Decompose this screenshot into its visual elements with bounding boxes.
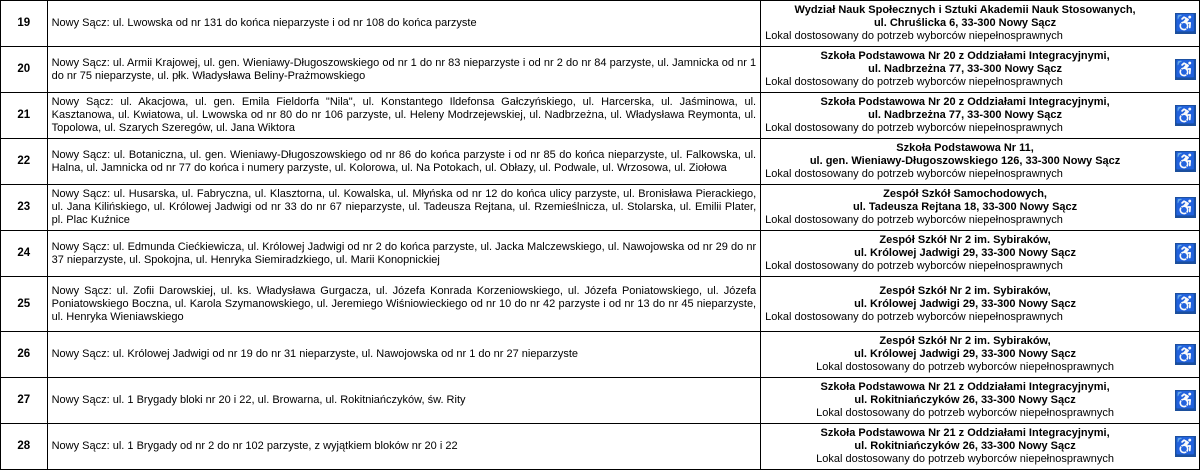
place-note: Lokal dostosowany do potrzeb wyborców niepełnosprawnych xyxy=(765,30,1063,42)
place-name: Szkoła Podstawowa Nr 20 z Oddziałami Integracyjnymi, xyxy=(820,96,1110,108)
place-note: Lokal dostosowany do potrzeb wyborców niepełnosprawnych xyxy=(765,214,1063,226)
district-area: Nowy Sącz: ul. Edmunda Ciećkiewicza, ul. Królowej Jadwigi od nr 2 do końca parzyste, ul. Jacka Malczewskiego, ul. Nawojowska od nr 29 do nr 37 nieparzyste, ul. Spokojna, ul. Henryka Siemiradzkiego, ul. Marii Konopnickiej xyxy=(47,231,761,277)
table-row xyxy=(1,277,1200,332)
district-number: 23 xyxy=(1,185,48,231)
table-row xyxy=(1,332,1200,378)
district-number: 22 xyxy=(1,139,48,185)
place-note: Lokal dostosowany do potrzeb wyborców niepełnosprawnych xyxy=(816,407,1114,419)
district-number: 27 xyxy=(1,378,48,424)
place-name: Zespół Szkół Samochodowych, xyxy=(883,188,1047,200)
place-note: Lokal dostosowany do potrzeb wyborców niepełnosprawnych xyxy=(816,361,1114,373)
wheelchair-icon: ♿ xyxy=(1175,344,1197,364)
place-name: Zespół Szkół Nr 2 im. Sybiraków, xyxy=(879,335,1051,347)
place-name: Zespół Szkół Nr 2 im. Sybiraków, xyxy=(879,284,1051,297)
district-area: Nowy Sącz: ul. Husarska, ul. Fabryczna, ul. Klasztorna, ul. Kowalska, ul. Młyńska od nr 12 do końca ulicy parzyste, ul. Bronisława Pierackiego, ul. Jana Kilińskiego, ul. Królowej Jadwigi od nr 33 do nr 67 nieparzyste, ul. Tadeusza Rejtana, ul. Rzemieślnicza, ul. Stolarska, ul. Emilii Plater, pl. Plac Kuźnice xyxy=(47,185,761,231)
wheelchair-icon: ♿ xyxy=(1175,294,1197,313)
table-row xyxy=(1,93,1200,139)
district-area: Nowy Sącz: ul. Armii Krajowej, ul. gen. Wieniawy-Długoszowskiego od nr 1 do nr 83 nieparzyste i od nr 2 do nr 84 parzyste, ul. Jamnicka od nr 1 do nr 75 nieparzyste, ul. płk. Władysława Beliny-Prażmowskiego xyxy=(47,47,761,93)
place-address: ul. Tadeusza Rejtana 18, 33-300 Nowy Sącz xyxy=(852,201,1078,213)
polling-place xyxy=(761,378,1200,424)
place-address: ul. Królowej Jadwigi 29, 33-300 Nowy Sącz xyxy=(854,247,1077,259)
district-number: 21 xyxy=(1,93,48,139)
place-address: ul. Chruślicka 6, 33-300 Nowy Sącz xyxy=(873,17,1057,29)
polling-place xyxy=(761,332,1200,378)
district-area: Nowy Sącz: ul. 1 Brygady od nr 2 do nr 102 parzyste, z wyjątkiem bloków nr 20 i 22 xyxy=(47,424,761,470)
polling-place xyxy=(761,93,1200,139)
wheelchair-icon: ♿ xyxy=(1175,59,1197,79)
place-note: Lokal dostosowany do potrzeb wyborców niepełnosprawnych xyxy=(816,453,1114,465)
place-name: Zespół Szkół Nr 2 im. Sybiraków, xyxy=(879,234,1051,246)
district-number: 19 xyxy=(1,1,48,47)
place-address: ul. Królowej Jadwigi 29, 33-300 Nowy Sącz xyxy=(854,348,1077,360)
place-address: ul. Nadbrzeżna 77, 33-300 Nowy Sącz xyxy=(868,109,1062,121)
table-row xyxy=(1,47,1200,93)
wheelchair-icon: ♿ xyxy=(1175,390,1197,410)
wheelchair-icon: ♿ xyxy=(1175,13,1197,33)
table-row xyxy=(1,185,1200,231)
place-note: Lokal dostosowany do potrzeb wyborców niepełnosprawnych xyxy=(765,310,1063,323)
district-number: 20 xyxy=(1,47,48,93)
place-address: ul. Nadbrzeżna 77, 33-300 Nowy Sącz xyxy=(868,63,1062,75)
place-note: Lokal dostosowany do potrzeb wyborców niepełnosprawnych xyxy=(765,76,1063,88)
district-number: 28 xyxy=(1,424,48,470)
place-address: ul. Królowej Jadwigi 29, 33-300 Nowy Sącz xyxy=(854,297,1077,310)
district-area: Nowy Sącz: ul. Królowej Jadwigi od nr 19 do nr 31 nieparzyste, ul. Nawojowska od nr 1 do nr 27 nieparzyste xyxy=(47,332,761,378)
wheelchair-icon: ♿ xyxy=(1175,436,1197,456)
table-row xyxy=(1,378,1200,424)
wheelchair-icon: ♿ xyxy=(1175,243,1197,263)
place-note: Lokal dostosowany do potrzeb wyborców niepełnosprawnych xyxy=(765,260,1063,272)
table-row xyxy=(1,231,1200,277)
wheelchair-icon: ♿ xyxy=(1175,151,1197,171)
wheelchair-icon: ♿ xyxy=(1175,197,1197,217)
place-name: Szkoła Podstawowa Nr 20 z Oddziałami Integracyjnymi, xyxy=(820,50,1110,62)
place-note: Lokal dostosowany do potrzeb wyborców niepełnosprawnych xyxy=(765,122,1063,134)
place-address: ul. Rokitniańczyków 26, 33-300 Nowy Sącz xyxy=(854,440,1076,452)
place-address: ul. Rokitniańczyków 26, 33-300 Nowy Sącz xyxy=(854,394,1076,406)
place-name: Szkoła Podstawowa Nr 21 z Oddziałami Integracyjnymi, xyxy=(820,381,1110,393)
table-row xyxy=(1,139,1200,185)
polling-place xyxy=(761,424,1200,470)
polling-place xyxy=(761,277,1200,332)
polling-place xyxy=(761,231,1200,277)
table-row xyxy=(1,424,1200,470)
place-name: Szkoła Podstawowa Nr 11, xyxy=(896,142,1034,154)
district-number: 26 xyxy=(1,332,48,378)
polling-place xyxy=(761,47,1200,93)
district-area: Nowy Sącz: ul. Akacjowa, ul. gen. Emila Fieldorfa "Nila", ul. Konstantego Ildefonsa Gałczyńskiego, ul. Harcerska, ul. Jaśminowa, ul. Kasztanowa, ul. Kwiatowa, ul. Lwowska od nr 80 do nr 106 parzyste, ul. Heleny Modrzejewskiej, ul. Nadbrzeżna, ul. Władysława Reymonta, ul. Topolowa, ul. Szarych Szeregów, ul. Jana Wiktora xyxy=(47,93,761,139)
place-name: Szkoła Podstawowa Nr 21 z Oddziałami Integracyjnymi, xyxy=(820,427,1110,439)
place-name: Wydział Nauk Społecznych i Sztuki Akademii Nauk Stosowanych, xyxy=(794,4,1136,16)
polling-place xyxy=(761,1,1200,47)
place-note: Lokal dostosowany do potrzeb wyborców niepełnosprawnych xyxy=(765,168,1063,180)
district-area: Nowy Sącz: ul. 1 Brygady bloki nr 20 i 22, ul. Browarna, ul. Rokitniańczyków, św. Rity xyxy=(47,378,761,424)
wheelchair-icon: ♿ xyxy=(1175,105,1197,125)
district-area: Nowy Sącz: ul. Zofii Darowskiej, ul. ks. Władysława Gurgacza, ul. Józefa Konrada Korzeniowskiego, ul. Józefa Poniatowskiego, ul. Józefa Poniatowskiego Boczna, ul. Karola Szymanowskiego, ul. Jeremiego Wiśniowieckiego od nr 10 do nr 42 parzyste i od nr 13 do nr 45 nieparzyste, ul. Henryka Wieniawskiego xyxy=(47,277,761,332)
district-number: 24 xyxy=(1,231,48,277)
polling-place xyxy=(761,139,1200,185)
district-number: 25 xyxy=(1,277,48,332)
table-row xyxy=(1,1,1200,47)
place-address: ul. gen. Wieniawy-Długoszowskiego 126, 33-300 Nowy Sącz xyxy=(809,155,1121,167)
district-area: Nowy Sącz: ul. Botaniczna, ul. gen. Wieniawy-Długoszowskiego od nr 86 do końca parzyste i od nr 85 do końca nieparzyste, ul. Falkowska, ul. Halna, ul. Jamnicka od nr 77 do końca i numery parzyste, ul. Kolorowa, ul. Na Potokach, ul. Obłazy, ul. Podwale, ul. Wrzosowa, ul. Ziołowa xyxy=(47,139,761,185)
polling-place xyxy=(761,185,1200,231)
district-area: Nowy Sącz: ul. Lwowska od nr 131 do końca nieparzyste i od nr 108 do końca parzyste xyxy=(47,1,761,47)
